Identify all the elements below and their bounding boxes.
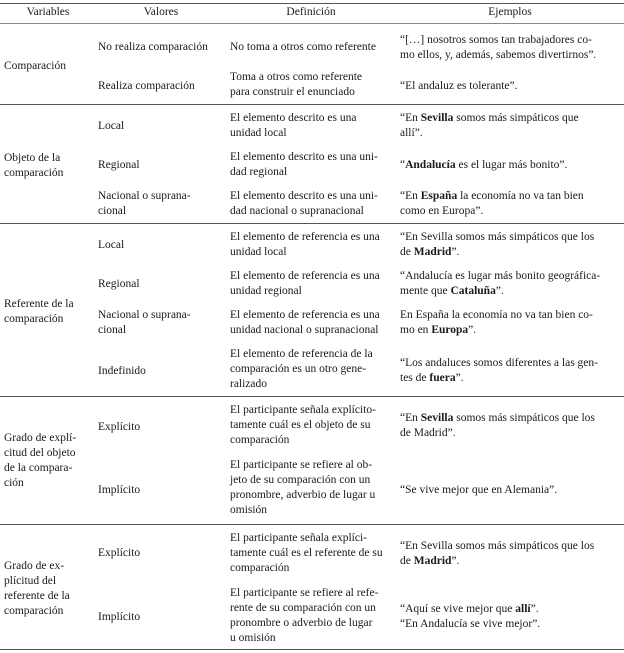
ejemplo-grado-referente-explicito [400,539,622,569]
ejemplo-referente-regional [400,269,622,299]
ejemplo-no-realiza [400,33,622,63]
example-text: de [400,555,414,567]
example-text: somos más simpáticos que los [453,412,595,424]
definicion-referente-local: El elemento de referencia es una unidad local [230,231,380,258]
definicion-referente-nacional: El elemento de referencia es una unidad nacional o supranacional [230,309,380,336]
header-valores: Valores [143,6,179,18]
group-rule-2 [0,223,624,224]
example-text: “Se vive mejor que en Alemania”. [400,484,558,496]
example-text: “En Andalucía se vive mejor”. [400,618,541,630]
definicion-objeto-local: El elemento descrito es una unidad local [230,112,357,139]
valor-grado-objeto-explicito: Explícito [98,421,141,433]
header-definicion: Definición [286,6,336,18]
example-text: como en Europa”. [400,205,484,217]
emphasized-term: España [420,190,458,202]
variable-grado-referente: Grado de ex- plícitud del referente de la comparación [4,560,70,617]
definicion-objeto-regional: El elemento descrito es una uni- dad regional [230,151,378,178]
example-text: mo ellos, y, además, sabemos divertirnos”. [400,49,597,61]
ejemplo-grado-objeto-implicito [400,483,622,498]
example-text: es el lugar más bonito”. [455,159,568,171]
header-ejemplos: Ejemplos [488,6,532,18]
valor-referente-regional: Regional [98,278,140,290]
example-text: la economía no va tan bien [457,190,584,202]
definicion-realiza: Toma a otros como referente para construir el enunciado [230,71,363,98]
header-rule [0,23,624,24]
variable-objeto: Objeto de la comparación [4,152,64,179]
table-top-rule [0,3,624,4]
emphasized-term: allí [515,603,531,615]
ejemplo-objeto-regional [400,158,622,173]
ejemplo-objeto-local [400,111,622,141]
valor-grado-objeto-implicito: Implícito [98,484,141,496]
emphasized-term: Andalucía [405,159,456,171]
example-text: En España la economía no va tan bien co- [400,309,593,321]
valor-realiza: Realiza comparación [98,80,195,92]
definicion-objeto-nacional: El elemento descrito es una uni- dad nacional o supranacional [230,190,378,217]
example-text: somos más simpáticos que [453,112,579,124]
example-text: ”. [451,555,460,567]
ejemplo-objeto-nacional [400,189,622,219]
example-text: “En [400,190,421,202]
example-text: “Andalucía es lugar más bonito geográfica- [400,270,601,282]
variable-grado-objeto: Grado de explí- citud del objeto de la compara- ción [4,432,77,489]
example-text: ”. [468,324,477,336]
example-text: “En Sevilla somos más simpáticos que los [400,231,595,243]
group-rule-3 [0,396,624,397]
definicion-grado-referente-implicito: El participante se refiere al refe- rente de su comparación con un pronombre o adverbio de lugar u omisión [230,587,379,644]
definicion-grado-objeto-explicito: El participante señala explícito- tamente cuál es el objeto de su comparación [230,404,376,446]
variable-comparacion: Comparación [4,60,66,72]
ejemplo-realiza [400,79,622,94]
example-text: mente que [400,285,451,297]
emphasized-term: Sevilla [420,412,454,424]
ejemplo-referente-local [400,230,622,260]
valor-grado-referente-implicito: Implícito [98,611,141,623]
example-text: “[…] nosotros somos tan trabajadores co- [400,34,592,46]
valor-objeto-local: Local [98,120,125,132]
definicion-referente-regional: El elemento de referencia es una unidad regional [230,270,380,297]
example-text: “Aquí se vive mejor que [400,603,516,615]
group-rule-1 [0,104,624,105]
example-text: de Madrid”. [400,427,456,439]
example-text: “ [400,159,406,171]
definicion-grado-objeto-implicito: El participante se refiere al ob- jeto de su comparación con un pronombre, adverbio de lugar u omisión [230,459,376,516]
example-text: “En [400,112,421,124]
example-text: tes de [400,372,430,384]
ejemplo-referente-indefinido [400,356,622,386]
table-bottom-rule [0,649,624,650]
emphasized-term: Europa [431,324,469,336]
valor-no-realiza: No realiza comparación [98,41,208,53]
header-variables: Variables [26,6,70,18]
definicion-referente-indefinido: El elemento de referencia de la comparación es un otro gene- ralizado [230,348,373,390]
example-text: “En Sevilla somos más simpáticos que los [400,540,595,552]
example-text: allí”. [400,127,423,139]
ejemplo-referente-nacional [400,308,622,338]
emphasized-term: Cataluña [450,285,496,297]
example-text: ”. [455,372,464,384]
emphasized-term: Madrid [413,246,452,258]
variable-referente: Referente de la comparación [4,298,74,325]
ejemplo-grado-referente-implicito [400,602,622,632]
example-text: “El andaluz es tolerante”. [400,80,518,92]
example-text: ”. [451,246,460,258]
emphasized-term: Sevilla [420,112,454,124]
valor-referente-nacional: Nacional o suprana- cional [98,309,191,336]
group-rule-4 [0,524,624,525]
valor-grado-referente-explicito: Explícito [98,547,141,559]
example-text: “Los andaluces somos diferentes a las gen- [400,357,598,369]
emphasized-term: fuera [429,372,456,384]
valor-objeto-regional: Regional [98,159,140,171]
emphasized-term: Madrid [413,555,452,567]
definicion-no-realiza: No toma a otros como referente [230,41,376,53]
valor-referente-indefinido: Indefinido [98,365,146,377]
valor-referente-local: Local [98,239,125,251]
example-text: “En [400,412,421,424]
example-text: ”. [530,603,539,615]
example-text: mo en [400,324,432,336]
valor-objeto-nacional: Nacional o suprana- cional [98,190,191,217]
ejemplo-grado-objeto-explicito [400,411,622,441]
example-text: ”. [495,285,504,297]
example-text: de [400,246,414,258]
definicion-grado-referente-explicito: El participante señala explíci- tamente cuál es el referente de su comparación [230,532,383,574]
